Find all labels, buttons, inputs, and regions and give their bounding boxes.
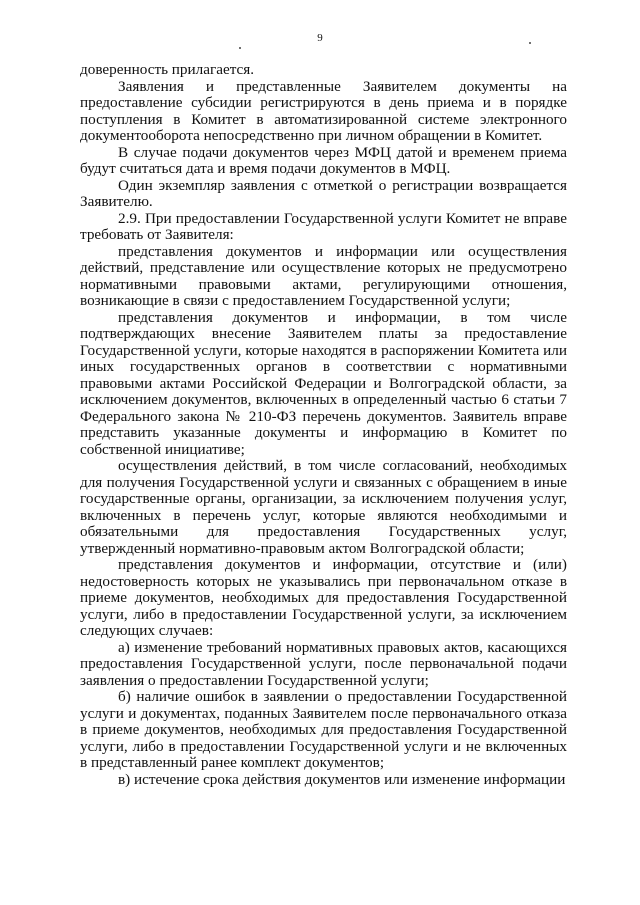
- paragraph: представления документов и информации или осуществления действий, представление или осуществление которых не предусмотрено нормативными правовыми актами, регулирующими отношения, возникающие в связи с предоставлением Государственной услуги;: [80, 242, 567, 309]
- paragraph: представления документов и информации, отсутствие и (или) недостоверность которых не указывались при первоначальном отказе в приеме документов, необходимых для предоставления Государственной услуги, либо в предоставлении Государственной услуги, за исключением следующих случаев:: [80, 556, 567, 639]
- paragraph: В случае подачи документов через МФЦ датой и временем приема будут считаться дата и время подачи документов в МФЦ.: [80, 143, 567, 177]
- section-paragraph: 2.9. При предоставлении Государственной услуги Комитет не вправе требовать от Заявителя:: [80, 209, 567, 243]
- paragraph: представления документов и информации, в том числе подтверждающих внесение Заявителем платы за предоставление Государственной услуги, которые находятся в распоряжении Комитета или иных государственных органов в соответствии с нормативными правовыми актами Российской Федерации и Волгоградской области, за исключением документов, включенных в определенный частью 6 статьи 7 Федерального закона № 210-ФЗ перечень документов. Заявитель вправе представить указанные документы и информацию в Комитет по собственной инициативе;: [80, 308, 567, 458]
- document-body: [80, 62, 567, 788]
- paragraph: Один экземпляр заявления с отметкой о регистрации возвращается Заявителю.: [80, 176, 567, 210]
- list-item: б) наличие ошибок в заявлении о предоставлении Государственной услуги и документах, поданных Заявителем после первоначального отказа в приеме документов, необходимых для предоставления Государственной услуги, либо в предоставлении Государственной услуги и не включенных в представленный ранее комплект документов;: [80, 688, 567, 771]
- scan-speck: [239, 47, 241, 49]
- page-number: 9: [317, 32, 323, 44]
- paragraph: Заявления и представленные Заявителем документы на предоставление субсидии регистрируются в день приема и в порядке поступления в Комитет в автоматизированной системе электронного документооборота непосредственно при личном обращении в Комитет.: [80, 77, 567, 144]
- list-item: в) истечение срока действия документов или изменение информации: [118, 770, 566, 788]
- list-item: а) изменение требований нормативных правовых актов, касающихся предоставления Государственной услуги, после первоначальной подачи заявления о предоставлении Государственной услуги;: [80, 638, 567, 689]
- paragraph: осуществления действий, в том числе согласований, необходимых для получения Государственной услуги и связанных с обращением в иные государственные органы, организации, за исключением получения услуг, включенных в перечень услуг, которые являются необходимыми и обязательными для предоставления Государственных услуг, утвержденный нормативно-правовым актом Волгоградской области;: [80, 457, 567, 557]
- paragraph: доверенность прилагается.: [80, 61, 255, 78]
- scan-speck: [529, 42, 531, 44]
